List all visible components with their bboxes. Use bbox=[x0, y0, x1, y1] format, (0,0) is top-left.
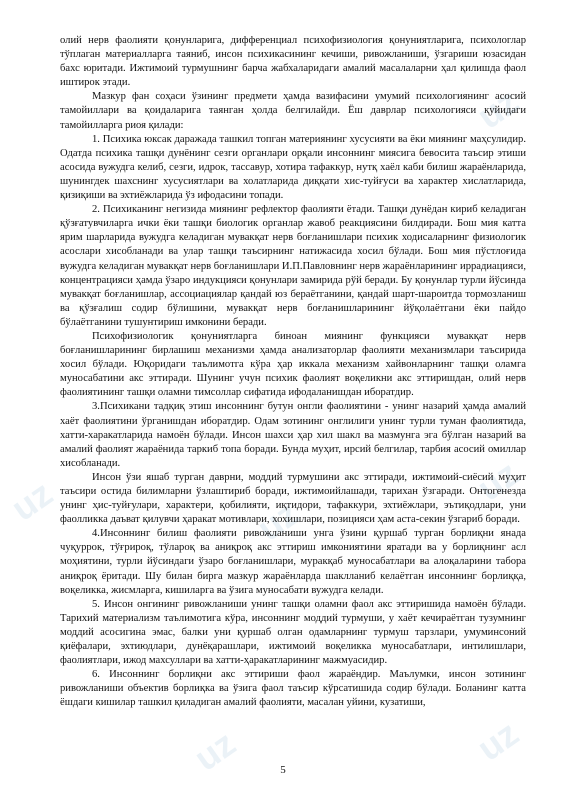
paragraph-principle-2: 2. Психиканинг негизида миянинг рефлектор фаолияти ётади. Ташқи дунёдан кириб келадиган қўзғатувчиларга ички ёки ташқи биологик органлар жавоб реакциясини билдиради. Бош мия катта ярим шарларида вужудга келадиган мувакқат нерв боғланишлари психик ходисаларнинг физиологик асослари хисобланади ва улар ташқи таъсирнинг натижасида хосил бўлади. Бош мия пўстлоғида вужудга келадиган мувакқат нерв боғланишлари И.П.Павловнинг нерв жараёнларининг иррадиацияси, концентрацияси ҳамда ўзаро индукцияси қонунлари замирида рўй беради. Бу қонунлар турли йўсинда мувакқат боғланишлар, ассоциациялар қандай юз бераётганини, қандай шарт-шароитда тормозланиш ва қўзғалиш содир бўлишини, мувакқат нерв боғланишларининг йўқолаётгани ёки пайдо бўлаётганини тушунтириш имконини беради. bbox=[60, 204, 526, 328]
watermark: uz bbox=[3, 472, 60, 529]
page-number: 5 bbox=[280, 764, 286, 776]
document-body bbox=[60, 34, 526, 711]
paragraph-intro: Мазкур фан соҳаси ўзининг предмети ҳамда вазифасини умумий психологиянинг асосий тамойиллари ва қоидаларига таянган ҳолда белгилайди. Ёш даврлар психологияси қуйидаги тамойилларга риоя қилади: bbox=[60, 91, 526, 131]
paragraph-principle-6: 6. Инсоннинг борлиқни акс эттириши фаол жараёндир. Маълумки, инсон зотининг ривожланиши объектив борлиқка ва ўзига фаол таъсир кўрсатишида содир бўлади. Боланинг катта ёшдаги кишилар ташкил қиладиган амалий фаолияти, масалан уйини, кузатиши, bbox=[60, 669, 526, 709]
watermark: uz bbox=[469, 80, 526, 137]
paragraph-principle-5: 5. Инсон онгининг ривожланиши унинг ташқи оламни фаол акс эттиришида намоён бўлади. Тарихий материализм таълимотига кўра, инсоннинг моддий турмуши, у хаёт кечираётган тузумнинг моддий асосигина эмас, балки уни қуршаб олган одамларнинг турмуш тарзлари, умуминсоний қиёфалари, эхтиюдлари, дунёқарашлари, ижтимоий воқеликка муносабатлари, интилишлари, фаолиятлари, ижод махсуллари ва хатти-ҳаракатларининг мажмуасидир. bbox=[60, 598, 526, 667]
paragraph-principle-3: 3.Психикани тадқиқ этиш инсоннинг бутун онгли фаолиятини - унинг назарий ҳамда амалий хаёт фаолиятини ўрганишдан иборатдир. Одам зотининг онглилиги унинг турли туман фаолиятида, хатти-харакатларида намоён бўлади. Инсон шахси ҳар хил шакл ва мазмунга эга бўлган назарий ва амалий фаолият жараёнида таркиб топа боради. Бунда муҳит, ирсий белгилар, тарбия асосий омиллар хисобланади. bbox=[60, 401, 526, 469]
paragraph-principle-4: 4.Инсоннинг билиш фаолияти ривожланиши унга ўзини қуршаб турган борлиқни янада чуқуррок, тўғрироқ, тўлароқ ва аниқроқ акс эттириш имкониятини яратади ва у борлиқнинг асл моҳиятини, турли йўсиндаги ўзаро боғланишлари, муракқаб муносабатлари ва алоқаларини табора аниқроқ ёритади. Шу билан бирга мазкур жараёнларда шаклланиб келаётган инсоннинг борлиққа, воқеликка, жисмларга, кишиларга ва ўзига муносабати вужудга келади. bbox=[60, 528, 526, 596]
watermark: uz bbox=[186, 722, 243, 779]
paragraph-ontogenesis: Инсон ўзи яшаб турган даврни, моддий турмушини акс эттиради, ижтимоий-сиёсий муҳит таъсири остида билимларни ўзлаштириб боради, ижтимоийлашади, тарихан ўзгаради. Онтогенезда унинг ҳис-туйғулари, характери, қобилияти, иқтидори, тафаккури, эхтиёжлари, эътиқодлари, уни фаолликка даъват қилувчи ҳаракат мотивлари, хохишлари, позицияси ҳам аста-секин ўзгариб боради. bbox=[60, 471, 526, 526]
paragraph-continuation: олий нерв фаолияти қонунларига, дифференциал психофизиология қонуниятларига, психологлар тўплаган материалларга таяниб, инсон психикасининг кечиши, ривожланиши, ўзгариши юзасидан бахс юритади. Ижтимоий турмушнинг барча жабхаларидаги амалий масалаларни ҳал қилишда фаол иштирок этади. bbox=[60, 35, 526, 89]
watermark: uz bbox=[249, 492, 306, 549]
paragraph-psychophysiology: Психофизиологик қонуниятларга биноан миянинг функцияси мувакқат нерв боғланишларининг бирлашиш механизми ҳамда анализаторлар фаолияти механизмлари таъсирида хосил бўлади. Юқоридаги таълимотга кўра ҳар иккала механизм хайвонларнинг ташқи оламга муносабатини акс эттиради. Шунинг учун психик фаолият воқеликни акс эттиришдан, олий нерв фаолиятининг ташқи оламни тимсоллар сифатида ифодаланишдан иборатдир. bbox=[60, 330, 526, 399]
watermark: uz bbox=[469, 712, 526, 769]
watermark: uz bbox=[469, 452, 526, 509]
paragraph-principle-1: 1. Психика юксак даражада ташкил топган материянинг хусусияти ва ёки миянинг маҳсулидир. Одатда психика ташқи дунёнинг сезги органлари орқали инсоннинг миясига бевосита таъсир этиши асосида вужудга келиб, сезги, идрок, тассавур, хотира тафаккур, нутқ хаёл каби билиш жараёнларида, шунингдек шахснинг хусусиятлари ва холатларида диққати хис-туйғуси ва характер хислатларида, қизиқиши ва эхтиёжларида ўз ифодасини топади. bbox=[60, 133, 526, 202]
